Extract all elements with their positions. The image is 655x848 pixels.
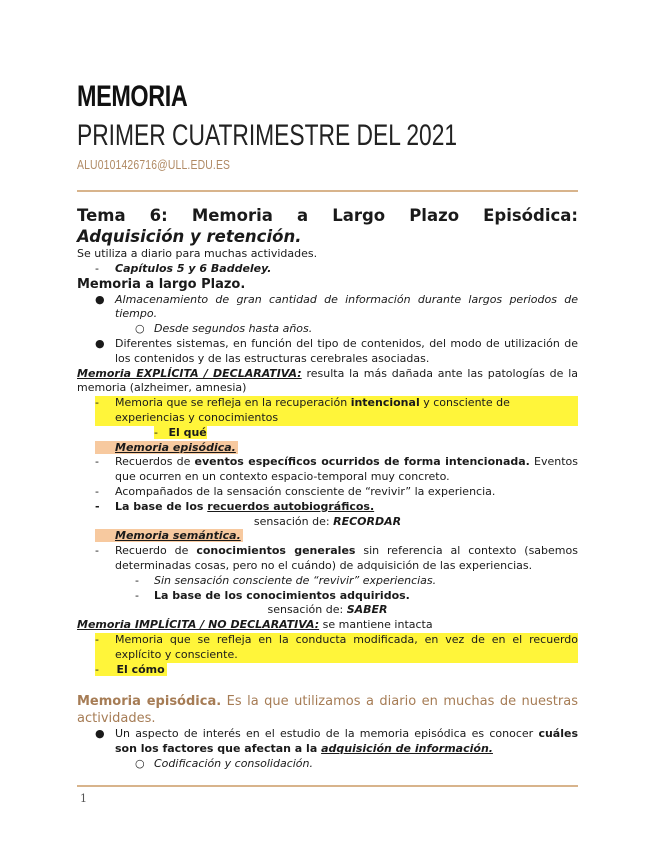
dash-item: - Acompañados de la sensación consciente de “revivir” la experiencia. <box>95 484 496 498</box>
bullet-icon: ● <box>95 292 105 306</box>
reference-item <box>77 262 578 277</box>
semantica-label: Memoria semántica. <box>115 529 241 543</box>
dash-item-highlight: - Memoria que se refleja en la recuperación intencional y consciente de experiencias y conocimientos <box>95 396 578 426</box>
bullet-item: ● Diferentes sistemas, en función del tipo de contenidos, del modo de utilización de los contenidos y de las estructuras cerebrales asociadas. <box>95 336 578 365</box>
document-body <box>77 205 578 772</box>
bullet-icon: ● <box>95 336 105 350</box>
circle-bullet-icon: ○ <box>135 756 145 770</box>
dash-item: - Recuerdos de eventos específicos ocurridos de forma intencionada. Eventos que ocurren en un contexto espacio-temporal muy concreto. <box>95 455 578 484</box>
topic-heading <box>77 205 578 247</box>
implicita-paragraph: Memoria IMPLÍCITA / NO DECLARATIVA: se mantiene intacta <box>77 618 433 632</box>
document-title: MEMORIA <box>77 80 188 113</box>
episodica-section-label: Memoria episódica. <box>77 694 222 710</box>
sensacion-recordar: sensación de: RECORDAR <box>253 514 402 528</box>
circle-bullet-icon: ○ <box>135 322 145 336</box>
semantica-label-row <box>77 529 578 544</box>
reference-text: Capítulos 5 y 6 Baddeley. <box>115 261 272 275</box>
dash-item: - La base de los recuerdos autobiográficos. <box>95 499 375 513</box>
episodica-label-row <box>77 441 578 456</box>
explicita-label: Memoria EXPLÍCITA / DECLARATIVA: <box>77 366 302 380</box>
topic-prefix: Tema 6: Memoria a Largo Plazo Episódica: <box>77 206 578 225</box>
dash-sub-item: - La base de los conocimientos adquiridos. <box>135 588 410 602</box>
bullet-item: ● Un aspecto de interés en el estudio de la memoria episódica es conocer cuáles son los factores que afectan a la adquisición de información. <box>95 727 578 756</box>
dash-item: - Recuerdo de conocimientos generales sin referencia al contexto (sabemos determinadas cosas, pero no el cuándo) de adquisición de las experiencias. <box>95 544 578 572</box>
bullet-item: ● Almacenamiento de gran cantidad de información durante largos periodos de tiempo. <box>95 292 578 321</box>
dash-item-highlight: - Memoria que se refleja en la conducta modificada, en vez de en el recuerdo explícito y consciente. <box>95 632 578 661</box>
implicita-label: Memoria IMPLÍCITA / NO DECLARATIVA: <box>77 618 320 632</box>
explicita-paragraph: Memoria EXPLÍCITA / DECLARATIVA: resulta la más dañada ante las patologías de la memoria (alzheimer, amnesia) <box>77 366 579 395</box>
intro-text: Se utiliza a diario para muchas actividades. <box>77 247 318 260</box>
episodica-label: Memoria episódica. <box>115 440 236 454</box>
sensacion-saber: sensación de: SABER <box>267 603 388 617</box>
el-como-item: - El cómo <box>95 662 165 676</box>
topic-italic: Adquisición y retención. <box>77 227 302 246</box>
footer-rule <box>77 785 578 787</box>
sub-bullet-item: ○ Desde segundos hasta años. <box>135 322 313 336</box>
page-number: 1 <box>80 792 87 805</box>
sub-bullet-item: ○ Codificación y consolidación. <box>135 756 314 770</box>
dash-sub-item: - Sin sensación consciente de “revivir” experiencias. <box>135 573 437 587</box>
dash-marker: - <box>95 261 99 275</box>
author-email: ALU0101426716@ULL.EDU.ES <box>77 157 231 172</box>
bullet-icon: ● <box>95 727 105 741</box>
el-que-item: - El qué <box>154 425 207 439</box>
episodica-section-paragraph: Memoria episódica. Es la que utilizamos a diario en muchas de nuestras actividades. <box>77 694 578 727</box>
header-rule <box>77 190 578 192</box>
mlp-heading: Memoria a largo Plazo. <box>77 276 246 292</box>
document-subtitle: PRIMER CUATRIMESTRE DEL 2021 <box>77 119 458 152</box>
